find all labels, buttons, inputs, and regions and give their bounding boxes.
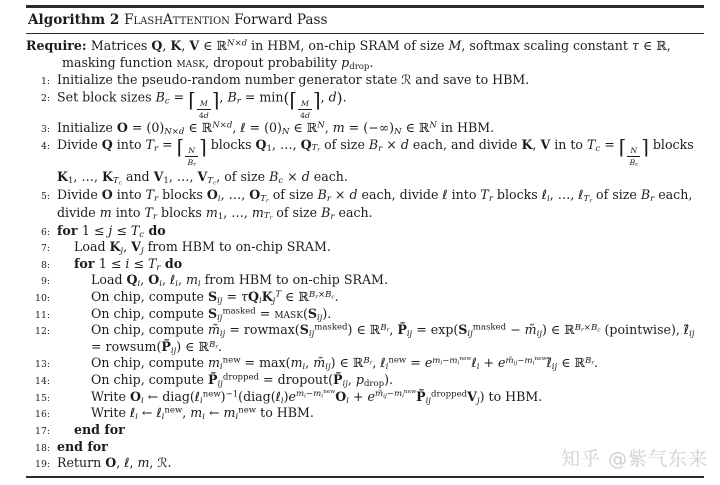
line-number: 7: (40, 243, 50, 255)
algo-line-1 (26, 72, 704, 89)
line-content: Load Qi, Oi, ℓi, mi from HBM to on-chip SRAM. (91, 272, 388, 290)
line-content: Divide O into Tr blocks Oi, …, OTr of size Br × d each, divide ℓ into Tr blocks ℓi, …, ℓTr of size Br each, divide m into Tr blocks m1, …, mTr of size Br each. (57, 186, 693, 222)
algo-line-16 (26, 405, 704, 422)
require-block (26, 37, 704, 72)
require-text: Require: Matrices Q, K, V ∈ ℝ$^{N\times d}$ in HBM, on-chip SRAM of size M, softmax scaling constant τ ∈ ℝ, masking function mask, dropout probability pdrop. (26, 37, 671, 72)
line-number: 15: (35, 392, 50, 404)
line-number: 14: (35, 376, 50, 388)
line-content: On chip, compute $P̃ij^{dropped}$ = dropout(P̃ij, pdrop). (91, 372, 394, 389)
line-content: On chip, compute $mi^{new} = \max(mi$, m̃ij) ∈ ℝ$^{Br}$, ℓi$^{new}$ = $e^{mi-mi^{new}}\ell i$ + $e^{m̃ij-mi^{new}}\ell̃ij$ ∈ ℝ$^{Br}$. (91, 355, 599, 373)
line-number: 16: (35, 409, 50, 421)
line-number: 10: (35, 293, 50, 305)
algo-line-2 (26, 89, 704, 120)
algo-line-8 (26, 256, 704, 273)
line-number: 17: (35, 425, 50, 437)
algorithm-lines (26, 72, 704, 472)
line-content: end for (74, 421, 125, 437)
line-content: Divide Q into Tr = ⌈ $\frac{N}{Br}$ ⌉ blocks Q1, …, QTr of size Br × d each, and divide K, V in to Tc = ⌈ $\frac{N}{Bc}$ ⌉ blocks K1, …, KTc and V1, …, VTc, of size Bc × d each. (57, 135, 694, 186)
line-content: On chip, compute Sij$^{masked}$ = mask(Sij). (91, 305, 332, 323)
line-content: On chip, compute m̃ij = rowmax(Sij$^{masked}$) ∈ ℝ$^{Br}$, P̃ij = exp(Sij$^{masked}$ − m̃ij) ∈ ℝ$^{Br\times Bc}$ (pointwise), ℓ̃ij = rowsum(P̃ij) ∈ ℝ$^{Br}$. (91, 322, 695, 356)
algo-line-4 (26, 137, 704, 187)
line-content: Write Oi ← $diag(\ell i^{new})^{-1}(diag(\ell i)e^{mi-mi^{new}}Oi$ + $e^{m̃ij-mi^{new}}P̃ij^{dropped}Vj$) to HBM. (91, 388, 543, 406)
algorithm-title-smallcaps: FlashAttention (124, 12, 230, 28)
algo-line-7 (26, 239, 704, 256)
line-number: 5: (40, 190, 50, 202)
algo-line-3 (26, 120, 704, 137)
line-content: end for (57, 438, 108, 454)
algo-line-12 (26, 322, 704, 355)
line-number: 19: (35, 459, 50, 471)
algo-line-5 (26, 187, 704, 223)
algo-line-11 (26, 306, 704, 323)
line-content: for 1 ≤ i ≤ Tr do (74, 255, 183, 273)
line-content: Write ℓi ← ℓi$^{new}$, mi ← $mi^{new}$ to HBM. (91, 405, 314, 423)
algo-line-9 (26, 272, 704, 289)
line-number: 18: (35, 442, 50, 454)
algorithm-body (26, 34, 704, 472)
algo-line-14 (26, 372, 704, 389)
line-content: On chip, compute Sij = τQiKj$^T$ ∈ ℝ$^{Br\times Bc}$. (91, 289, 339, 306)
line-number: 3: (40, 123, 50, 135)
algorithm-title-rest: Forward Pass (229, 12, 328, 28)
line-content: Load Kj, Vj from HBM to on-chip SRAM. (74, 239, 331, 257)
watermark: 知乎 @紫气东来 (560, 448, 708, 470)
line-content: Initialize the pseudo-random number generator state ℛ and save to HBM. (57, 72, 530, 88)
algorithm-header (26, 5, 704, 34)
algo-line-6 (26, 223, 704, 240)
algo-line-13 (26, 355, 704, 372)
line-number: 2: (40, 93, 50, 105)
bottom-rule (26, 476, 704, 478)
algo-line-15 (26, 389, 704, 406)
line-number: 8: (40, 259, 50, 271)
line-number: 4: (40, 140, 50, 152)
line-number: 1: (40, 76, 50, 88)
line-content: for 1 ≤ j ≤ Tc do (57, 222, 166, 240)
line-content: Initialize O = (0)N×d ∈ ℝ$^{N\times d}$, ℓ = (0)N ∈ ℝ$^N$, m = (−∞)N ∈ ℝ$^N$ in HBM. (57, 119, 495, 137)
line-number: 6: (40, 226, 50, 238)
line-content: Set block sizes Bc = ⌈ $\frac{M}{4d}$ ⌉, Br = min(⌈ $\frac{M}{4d}$ ⌉, d). (57, 88, 347, 120)
line-number: 13: (35, 359, 50, 371)
line-number: 9: (40, 276, 50, 288)
algorithm-label: Algorithm 2 (28, 12, 125, 28)
line-content: Return O, ℓ, m, ℛ. (57, 455, 172, 471)
line-number: 11: (35, 309, 50, 321)
algo-line-17 (26, 422, 704, 439)
line-number: 12: (35, 326, 50, 338)
algo-line-10 (26, 289, 704, 306)
algorithm-panel (26, 5, 704, 472)
